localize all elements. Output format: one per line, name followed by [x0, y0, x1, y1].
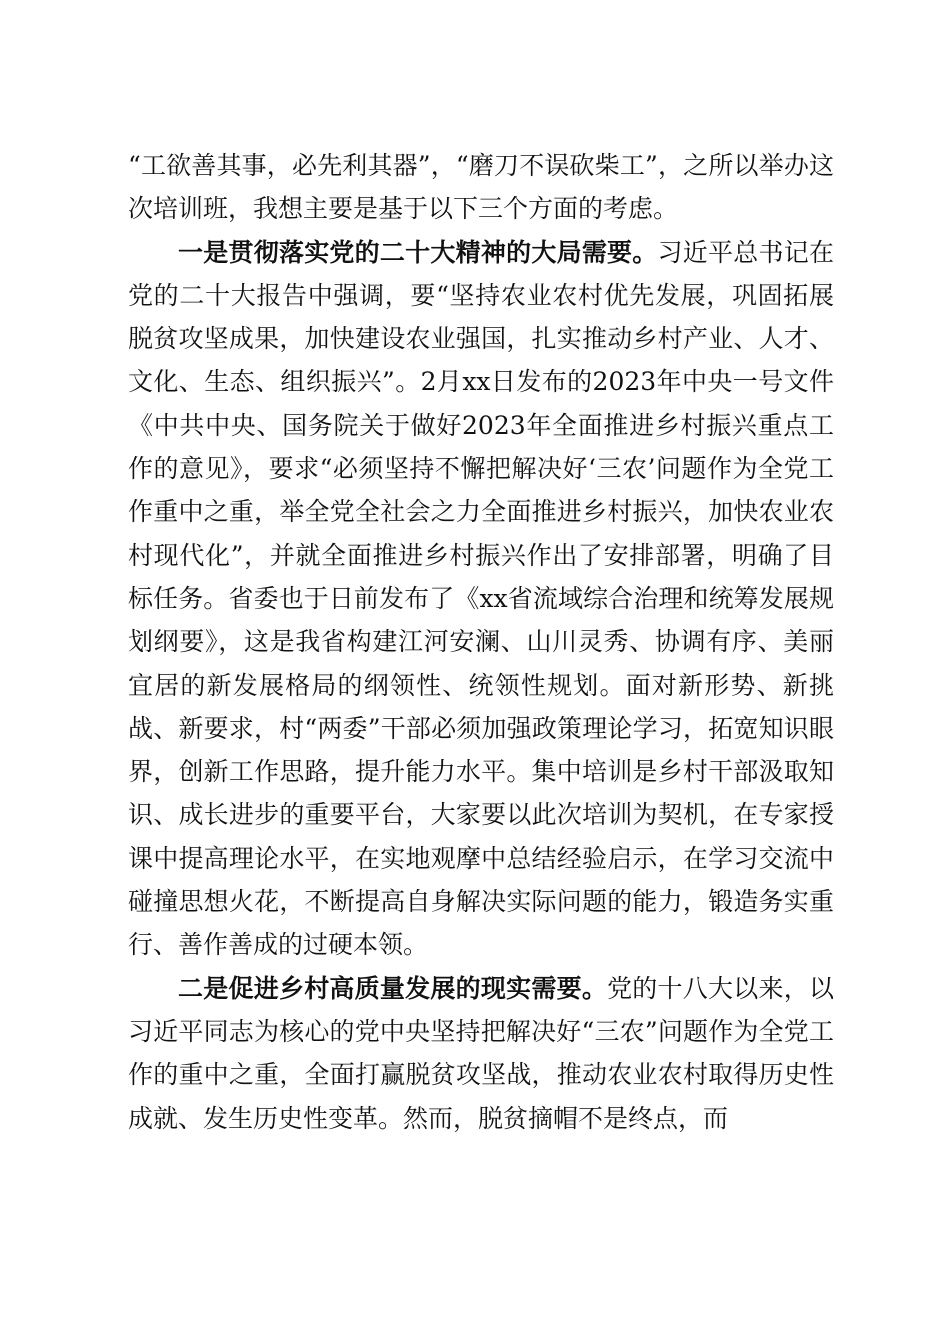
- paragraph-point-one: [128, 231, 834, 967]
- paragraph-body: 党的十八大以来，以习近平同志为核心的党中央坚持把解决好“三农”问题作为全党工作的重中之重，全面打赢脱贫攻坚战，推动农业农村取得历史性成就、发生历史性变革。然而，脱贫摘帽不是终点，而: [128, 973, 834, 1133]
- paragraph-intro: [128, 144, 834, 231]
- paragraph-point-two: [128, 967, 834, 1140]
- document-page: [128, 144, 834, 1140]
- paragraph-body: “工欲善其事，必先利其器”，“磨刀不误砍柴工”，之所以举办这次培训班，我想主要是基于以下三个方面的考虑。: [128, 151, 834, 224]
- paragraph-lead: 二是促进乡村高质量发展的现实需要。: [178, 973, 608, 1003]
- paragraph-lead: 一是贯彻落实党的二十大精神的大局需要。: [178, 237, 658, 267]
- paragraph-body: 习近平总书记在党的二十大报告中强调，要“坚持农业农村优先发展，巩固拓展脱贫攻坚成果，加快建设农业强国，扎实推动乡村产业、人才、文化、生态、组织振兴”。2月xx日发布的2023年中央一号文件《中共中央、国务院关于做好2023年全面推进乡村振兴重点工作的意见》，要求“必须坚持不懈把解决好‘三农’问题作为全党工作重中之重，举全党全社会之力全面推进乡村振兴，加快农业农村现代化”，并就全面推进乡村振兴作出了安排部署，明确了目标任务。省委也于日前发布了《xx省流域综合治理和统筹发展规划纲要》，这是我省构建江河安澜、山川灵秀、协调有序、美丽宜居的新发展格局的纲领性、统领性规划。面对新形势、新挑战、新要求，村“两委”干部必须加强政策理论学习，拓宽知识眼界，创新工作思路，提升能力水平。集中培训是乡村干部汲取知识、成长进步的重要平台，大家要以此次培训为契机，在专家授课中提高理论水平，在实地观摩中总结经验启示，在学习交流中碰撞思想火花，不断提高自身解决实际问题的能力，锻造务实重行、善作善成的过硬本领。: [128, 237, 834, 960]
